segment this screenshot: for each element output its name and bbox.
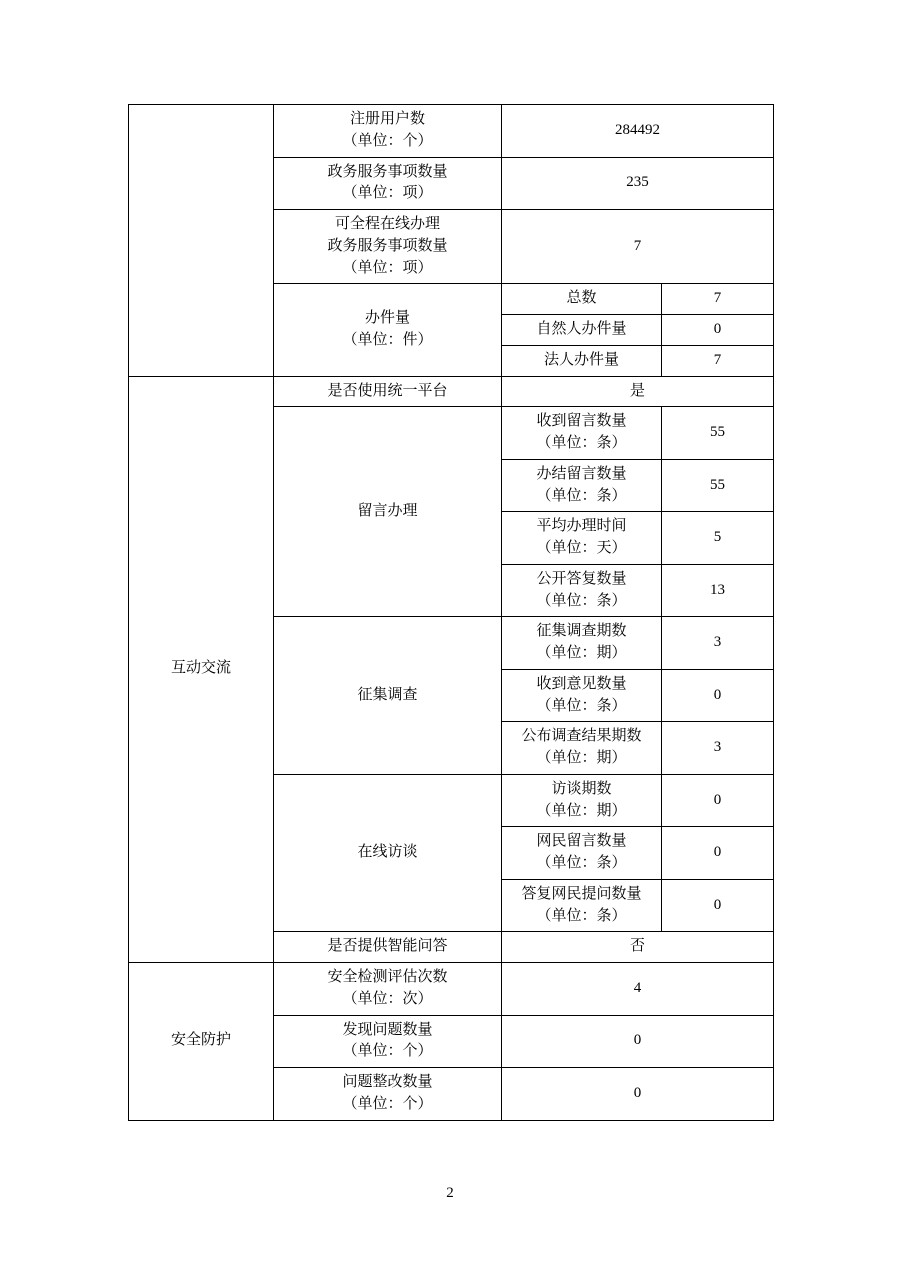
table-row xyxy=(129,105,774,158)
value-registered-users: 284492 xyxy=(502,105,774,158)
label-handled-legal-person: 法人办件量 xyxy=(502,345,662,376)
value-issues-found: 0 xyxy=(502,1015,774,1068)
label-average-handling-time: 平均办理时间 （单位：天） xyxy=(502,512,662,565)
label-interview-periods: 访谈期数 （单位：期） xyxy=(502,774,662,827)
label-registered-users: 注册用户数 （单位：个） xyxy=(274,105,502,158)
category-interaction: 互动交流 xyxy=(129,376,274,963)
label-online-items: 可全程在线办理 政务服务事项数量 （单位：项） xyxy=(274,210,502,284)
label-opinions-received: 收到意见数量 （单位：条） xyxy=(502,669,662,722)
label-message-handling: 留言办理 xyxy=(274,407,502,617)
label-netizen-messages: 网民留言数量 （单位：条） xyxy=(502,827,662,880)
table-row xyxy=(129,963,774,1016)
table-row xyxy=(129,376,774,407)
value-survey-periods: 3 xyxy=(662,617,774,670)
page-number: 2 xyxy=(446,1185,454,1201)
value-smart-qa: 否 xyxy=(502,932,774,963)
value-messages-received: 55 xyxy=(662,407,774,460)
label-issues-found: 发现问题数量 （单位：个） xyxy=(274,1015,502,1068)
value-handled-total: 7 xyxy=(662,284,774,315)
value-opinions-received: 0 xyxy=(662,669,774,722)
value-handled-legal-person: 7 xyxy=(662,345,774,376)
value-netizen-replies: 0 xyxy=(662,879,774,932)
label-handled-total: 总数 xyxy=(502,284,662,315)
category-security: 安全防护 xyxy=(129,963,274,1121)
category-cell-blank xyxy=(129,105,274,377)
label-netizen-replies: 答复网民提问数量 （单位：条） xyxy=(502,879,662,932)
label-unified-platform: 是否使用统一平台 xyxy=(274,376,502,407)
value-interview-periods: 0 xyxy=(662,774,774,827)
value-average-handling-time: 5 xyxy=(662,512,774,565)
value-public-replies: 13 xyxy=(662,564,774,617)
value-issues-rectified: 0 xyxy=(502,1068,774,1121)
label-online-interview: 在线访谈 xyxy=(274,774,502,932)
label-messages-received: 收到留言数量 （单位：条） xyxy=(502,407,662,460)
label-gov-service-items: 政务服务事项数量 （单位：项） xyxy=(274,157,502,210)
label-security-assessments: 安全检测评估次数 （单位：次） xyxy=(274,963,502,1016)
label-messages-completed: 办结留言数量 （单位：条） xyxy=(502,459,662,512)
label-survey-results-published: 公布调查结果期数 （单位：期） xyxy=(502,722,662,775)
value-survey-results-published: 3 xyxy=(662,722,774,775)
value-security-assessments: 4 xyxy=(502,963,774,1016)
value-handled-natural-person: 0 xyxy=(662,315,774,346)
report-table-wrapper xyxy=(128,104,773,1121)
value-gov-service-items: 235 xyxy=(502,157,774,210)
government-website-report-table xyxy=(128,104,774,1121)
label-public-replies: 公开答复数量 （单位：条） xyxy=(502,564,662,617)
label-smart-qa: 是否提供智能问答 xyxy=(274,932,502,963)
value-netizen-messages: 0 xyxy=(662,827,774,880)
value-messages-completed: 55 xyxy=(662,459,774,512)
label-survey: 征集调查 xyxy=(274,617,502,775)
value-online-items: 7 xyxy=(502,210,774,284)
label-handled-natural-person: 自然人办件量 xyxy=(502,315,662,346)
value-unified-platform: 是 xyxy=(502,376,774,407)
label-issues-rectified: 问题整改数量 （单位：个） xyxy=(274,1068,502,1121)
label-handled-volume: 办件量 （单位：件） xyxy=(274,284,502,376)
label-survey-periods: 征集调查期数 （单位：期） xyxy=(502,617,662,670)
